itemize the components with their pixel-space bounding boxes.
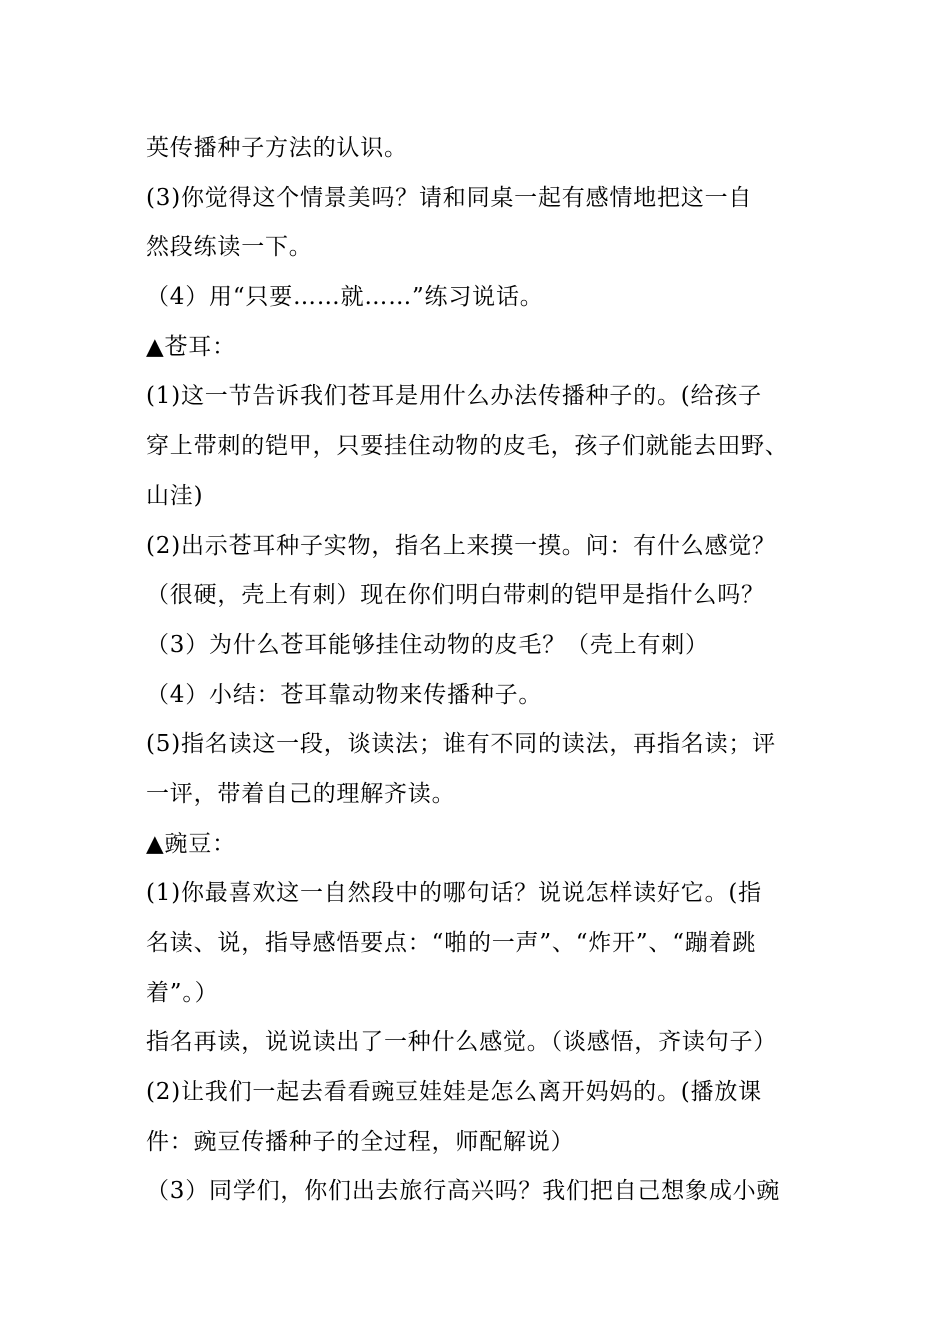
text-line: （3）同学们，你们出去旅行高兴吗？我们把自己想象成小豌 [146, 1178, 781, 1205]
text-line: 然段练读一下。 [146, 234, 313, 261]
document-body [146, 124, 810, 1217]
text-line: （4）用“只要……就……”练习说话。 [146, 284, 544, 311]
text-line: (1)你最喜欢这一自然段中的哪句话？说说怎样读好它。(指 [146, 880, 762, 907]
text-line: (2)出示苍耳种子实物，指名上来摸一摸。问：有什么感觉？ [146, 532, 776, 559]
text-line: 山洼) [146, 482, 204, 509]
text-line: (2)让我们一起去看看豌豆娃娃是怎么离开妈妈的。(播放课 [146, 1079, 762, 1106]
text-line: (3)你觉得这个情景美吗？请和同桌一起有感情地把这一自 [146, 184, 753, 211]
text-line: 英传播种子方法的认识。 [146, 135, 408, 161]
text-line: （4）小结：苍耳靠动物来传播种子。 [146, 681, 543, 708]
text-line: 名读、说，指导感悟要点：“啪的一声”、“炸开”、“蹦着跳 [146, 930, 757, 956]
text-line: 指名再读，说说读出了一种什么感觉。（谈感悟，齐读句子） [146, 1029, 778, 1056]
text-line: 一评，带着自己的理解齐读。 [146, 780, 456, 807]
text-line: （很硬，壳上有刺）现在你们明白带刺的铠甲是指什么吗？ [146, 582, 765, 609]
text-line: （3）为什么苍耳能够挂住动物的皮毛？（壳上有刺） [146, 631, 709, 658]
section-heading-canger: ▲苍耳： [146, 333, 236, 360]
text-line: 着”。） [146, 979, 219, 1006]
section-heading-wandou: ▲豌豆： [146, 830, 236, 857]
text-line: 穿上带刺的铠甲，只要挂住动物的皮毛，孩子们就能去田野、 [146, 433, 789, 460]
text-line: (1)这一节告诉我们苍耳是用什么办法传播种子的。(给孩子 [146, 383, 762, 410]
text-line: 件：豌豆传播种子的全过程，师配解说） [146, 1128, 575, 1155]
text-line: (5)指名读这一段，谈读法；谁有不同的读法，再指名读；评 [146, 731, 776, 758]
